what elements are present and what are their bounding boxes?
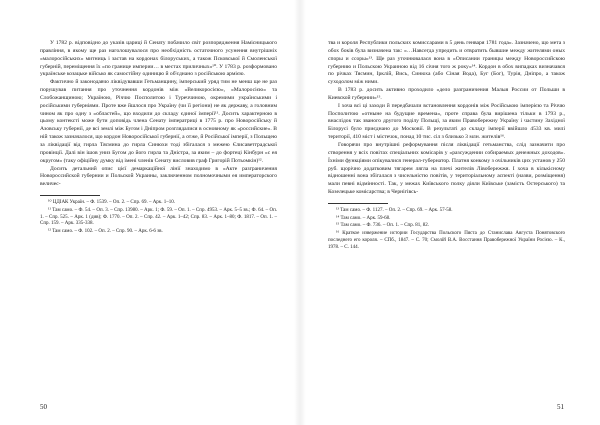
- body-paragraph: тва и короля Республики польских комиссарами в 5 день генваря 1781 года». Зазначено, що мета з обох боків була визначена так: «…Навсегда упредить и отвратить бывшие между жителями оных споры и ссоры»¹³. Ще раз уточнювалася вона в «Описании границы между Новороссийскою губернию и Польскою Украиною від 16 січня того ж року»¹⁴. Кордон в обох випадках визначався по річках Тясмин, Ірклій, Вись, Синюха (або Сіная Вода), Буг (Бог), Турія, Дніпро, а також суходолом між ними.: [328, 40, 565, 86]
- body-paragraph: У 1782 р. відповідно до указів цариці й Сенату побачило світ розпорядження Намісницького правління, в якому ще раз наголошувалося про необхідність остаточного усунення внутрішніх «малоросійських» митниць і застав на кордонах білоруських, а також Псковської й Смоленської губерній, переміщення їх «по границе империи… в местах приличных»¹⁰. У 1783 р. розформовано українське козацьке військо як самостійну одиницю й об'єднано з російською армією.: [40, 40, 277, 78]
- footnote: ¹¹ Там само. – Ф. 54. – Оп. 3. – Спр. 13980. – Арк. 1; Ф. 59. – Оп. 1. – Спр. 4953. – Арк. 5–5 зв.; Ф. 64. – Оп. 1. – Спр. 525. – Арк. 1 (див); Ф. 1770. – Оп. 2. – Спр. 42. – Арк. 1–42; Спр. 83. – Арк. 1–80; Ф. 1817. – Оп. 1. – Спр. 159. – Арк. 335-338.: [40, 207, 277, 227]
- page-number: 50: [40, 403, 47, 411]
- footnote: ¹⁴ Там само. – Арк. 59-68.: [336, 215, 391, 221]
- footnote-rule: [328, 203, 388, 204]
- footnote-rule: [40, 195, 100, 196]
- right-page: [300, 0, 600, 425]
- body-paragraph: В 1783 р. досить активно проходило «дело разграничения Малыя России от Польши в Киевской губернии»¹⁵.: [328, 87, 565, 101]
- right-text-column: [328, 40, 565, 253]
- left-text-column: [40, 40, 277, 237]
- footnote: ¹⁶ Краткое извержение истории Государства Польского Пяста до Станислава Августа Понятовского последнего его короля. – СПб., 1847. – С. 70; Смолій В.А. Восстання Правобережної України Росією. – К., 1978. – С. 144.: [328, 231, 565, 250]
- footnote: ¹³ Там само. – Ф. 1127. – Оп. 2. – Спр. 69. – Арк. 57-58.: [336, 207, 453, 213]
- footnote: ¹² Там само. – Ф. 102. – Оп. 2. – Спр. 90. – Арк. 6-6 зв.: [48, 229, 163, 235]
- page-number: 51: [557, 403, 564, 411]
- body-paragraph: Фактично й законодавчо ліквідувавши Гетьманщину, імперський уряд тим не менш ще не раз порушував питання про уточнення кордонів між «Великоросією», «Малоросією» та Слобожанщиною; Україною, Річчю Посполитою і Туреччиною, окремими українськими і російськими губерніями. Проте вже йшлося про Україну (чи її регіони) не як державу, а головним чином як про одну з «областей», що входили до складу єдиної імперії¹¹. Досить характерною в цьому контексті може бути доповідь члена Сенату імператриці в 1775 р. про Новоросійську й Азовську губернії, де всі землі між Бугом і Дніпром розглядалися в основному як «российские». В ній також зазначалося, що кордон Новоросійської губернії, а отже, й Російської імперії, з Польщею за ліквідації від гирла Тясмина до гирла Синюхи тоді збігалася з межею Єлисаветградської провінції. Далі він ішов униз Бугом до його гирла та Дністра, за яким – до фортеці Кінбурн «с ея округом» (таку офіційну думку від імені членів Сенату висловив граф Григорій Потьомкін)¹².: [40, 79, 277, 164]
- body-paragraph: Говорячи про внутрішні реформування після ліквідації гетьманства, слід зазначити про створення у всіх повітах спеціальних комісарів у «разсуждении собираемых денежных доходов». Їхніми функціями опікувалися генерал-губернатор. Платня конкому з очільників цих установ у 250 руб. щорічно додатковим тягарем лягла на плечі жителів Лівобережжя. І хоча в кількісному відношенні вона збігалася з чисельністю повітів, у територіальному аспекті (назви, розміщення) мали певні відмінності. Так, у межах Київського полку діяли Київське (замість Остерського) та Козелецьке комісарства; в Чернігівсь-: [328, 141, 565, 196]
- body-paragraph: Досить детальний опис цієї демаркаційної лінії знаходимо в «Акте разграничения Новороссийской губернии и Польской Украины, заключенном полномочными ея императорского величес-: [40, 165, 277, 188]
- gutter-shadow: [300, 0, 306, 425]
- body-paragraph: І хоча всі ці заходи й передбачали встановлення кордонів між Російською імперією та Річчю Посполитою «отныне на будущие времена», проте справа була вирішена тільки в 1793 р., внаслідок так званого другого поділу Польщі, за яким Правобережну Україну і частину Західної Білорусі було приєднано до Московії. В результаті до складу імперії ввійшло 4533 кв. милі території, 410 міст і містечок, понад 10 тис. сіл з близько 3 млн. жителів¹⁶.: [328, 102, 565, 141]
- footnote: ¹⁰ ЦДІАК Україн. – Ф. 1539. – Оп. 2. – Спр. 69. – Арк. 1–10.: [48, 200, 175, 206]
- footnote: ¹⁵ Там само. – Ф. 736. – Оп. 1. – Спр. 81, 82.: [336, 223, 429, 229]
